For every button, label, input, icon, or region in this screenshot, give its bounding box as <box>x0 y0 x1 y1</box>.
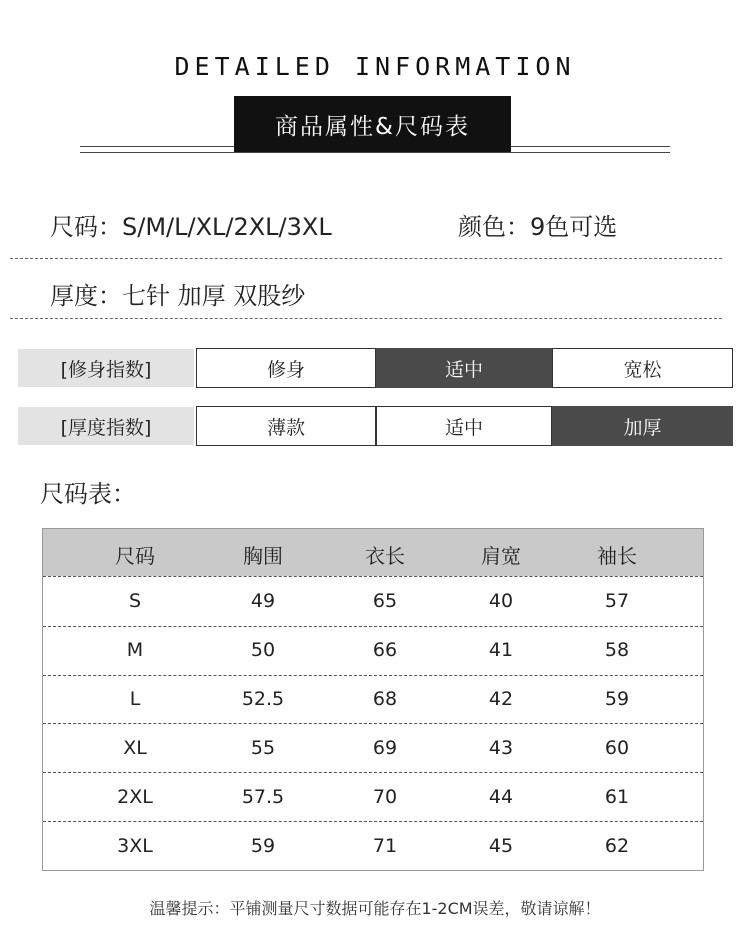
fit-option-loose: 宽松 <box>552 348 733 388</box>
table-cell: 61 <box>604 786 630 808</box>
table-cell: 3XL <box>117 835 153 857</box>
table-row <box>43 675 703 724</box>
table-cell: L <box>129 688 141 710</box>
fit-option-slim: 修身 <box>196 348 376 388</box>
table-cell: 65 <box>372 590 398 612</box>
table-cell: 44 <box>488 786 514 808</box>
column-header-size: 尺码 <box>115 544 155 568</box>
divider <box>10 318 722 319</box>
table-cell: M <box>126 639 144 661</box>
column-header-chest: 胸围 <box>243 544 283 568</box>
table-cell: 57 <box>604 590 630 612</box>
thickness-attribute: 厚度：七针 加厚 双股纱 <box>50 282 306 310</box>
table-cell: 55 <box>250 737 276 759</box>
table-cell: 57.5 <box>241 786 285 808</box>
table-cell: 70 <box>372 786 398 808</box>
column-header-sleeve: 袖长 <box>597 544 637 568</box>
table-row <box>43 822 703 871</box>
table-cell: 50 <box>250 639 276 661</box>
size-table-header <box>43 529 703 576</box>
size-table <box>42 528 704 871</box>
table-cell: 66 <box>372 639 398 661</box>
table-cell: 71 <box>372 835 398 857</box>
column-header-shoulder: 肩宽 <box>481 544 521 568</box>
size-attribute: 尺码：S/M/L/XL/2XL/3XL <box>50 213 332 241</box>
table-cell: 45 <box>488 835 514 857</box>
fit-index-label: [修身指数] <box>18 349 194 387</box>
table-cell: 68 <box>372 688 398 710</box>
table-cell: 52.5 <box>241 688 285 710</box>
thickness-option-regular: 适中 <box>376 406 552 446</box>
table-row <box>43 773 703 822</box>
fit-option-regular: 适中 <box>376 348 552 388</box>
table-cell: 43 <box>488 737 514 759</box>
thickness-option-thick: 加厚 <box>552 406 733 446</box>
table-cell: S <box>128 590 142 612</box>
table-row <box>43 724 703 773</box>
measurement-note: 温馨提示：平铺测量尺寸数据可能存在1-2CM误差，敬请谅解！ <box>149 899 601 918</box>
thickness-option-thin: 薄款 <box>196 406 376 446</box>
table-cell: 41 <box>488 639 514 661</box>
size-table-title: 尺码表： <box>40 480 136 508</box>
table-cell: 58 <box>604 639 630 661</box>
thickness-index-label: [厚度指数] <box>18 407 194 445</box>
table-cell: 59 <box>604 688 630 710</box>
page-title-english: DETAILED INFORMATION <box>174 52 576 81</box>
header-rule-bottom <box>80 152 670 153</box>
table-cell: 42 <box>488 688 514 710</box>
table-row <box>43 577 703 626</box>
column-header-length: 衣长 <box>365 544 405 568</box>
table-cell: 62 <box>604 835 630 857</box>
page-title-chinese: 商品属性&尺码表 <box>234 96 511 152</box>
table-cell: 49 <box>250 590 276 612</box>
color-attribute: 颜色：9色可选 <box>458 213 618 241</box>
table-cell: 69 <box>372 737 398 759</box>
table-cell: 60 <box>604 737 630 759</box>
table-row <box>43 626 703 675</box>
table-cell: 40 <box>488 590 514 612</box>
divider <box>10 258 722 259</box>
table-cell: 59 <box>250 835 276 857</box>
table-cell: XL <box>123 737 147 759</box>
table-cell: 2XL <box>117 786 153 808</box>
